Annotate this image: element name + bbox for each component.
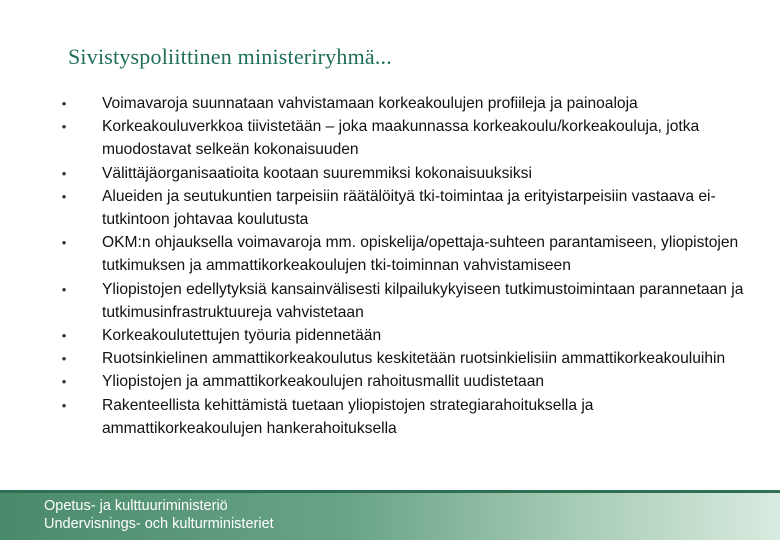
bullet-text: Voimavaroja suunnataan vahvistamaan korkeakoulujen profiileja ja painoaloja (102, 95, 638, 112)
ministry-name-swedish: Undervisnings- och kulturministeriet (44, 516, 274, 532)
bullet-item (58, 231, 758, 277)
bullet-text: Ruotsinkielinen ammattikorkeakoulutus keskitetään ruotsinkielisiin ammattikorkeakouluihin (102, 350, 726, 368)
bullet-text: Välittäjäorganisaatioita kootaan suuremmiksi kokonaisuuksiksi (102, 164, 532, 182)
bullet-text: Korkeakouluverkkoa tiivistetään – joka maakunnassa korkeakoulu/korkeakouluja, jotka muodostavat selkeän kokonaisuuden (102, 118, 700, 159)
bullet-item (58, 278, 758, 324)
bullet-text: Rakenteellista kehittämistä tuetaan yliopistojen strategiarahoituksella ja ammattikorkeakoulujen hankerahoituksella (102, 396, 594, 437)
bullet-icon: • (61, 235, 67, 251)
bullet-text: Yliopistojen edellytyksiä kansainvälisesti kilpailukykyiseen tutkimustoimintaan parannetaan ja tutkimusinfrastruktuureja vahvistetaan (102, 280, 744, 321)
slide-title: Sivistyspoliittinen ministeriryhmä... (68, 44, 392, 69)
bullet-icon: • (61, 281, 67, 297)
bullet-icon: • (61, 119, 67, 135)
bullet-text: Yliopistojen ja ammattikorkeakoulujen rahoitusmallit uudistetaan (102, 373, 545, 391)
footer-stripe (0, 490, 780, 493)
bullet-icon: • (61, 188, 67, 204)
bullet-text: Alueiden ja seutukuntien tarpeisiin räätälöityä tki-toimintaa ja erityistarpeisiin vastaava ei-tutkintoon johtavaa koulutusta (102, 187, 716, 229)
bullet-icon: • (61, 165, 67, 181)
ministry-name-finnish: Opetus- ja kulttuuriministeriö (44, 498, 228, 514)
bullet-text: Korkeakoulutettujen työuria pidennetään (102, 327, 382, 345)
bullet-item (58, 394, 758, 440)
bullet-item (58, 92, 758, 115)
bullet-list (58, 92, 758, 440)
bullet-icon: • (61, 96, 67, 111)
bullet-item (58, 370, 758, 393)
ministry-footer-banner (0, 490, 780, 540)
bullet-text: OKM:n ohjauksella voimavaroja mm. opiskelija/opettaja-suhteen parantamiseen, yliopistojen tutkimuksen ja ammattikorkeakoulujen tki-toiminnan vahvistamiseen (102, 234, 739, 275)
bullet-item (58, 115, 758, 161)
bullet-icon: • (61, 351, 67, 367)
bullet-item (58, 324, 758, 347)
bullet-item (58, 162, 758, 185)
bullet-icon: • (61, 397, 67, 413)
bullet-icon: • (61, 374, 67, 390)
bullet-icon: • (61, 328, 67, 344)
bullet-item (58, 185, 758, 231)
bullet-item (58, 347, 758, 370)
